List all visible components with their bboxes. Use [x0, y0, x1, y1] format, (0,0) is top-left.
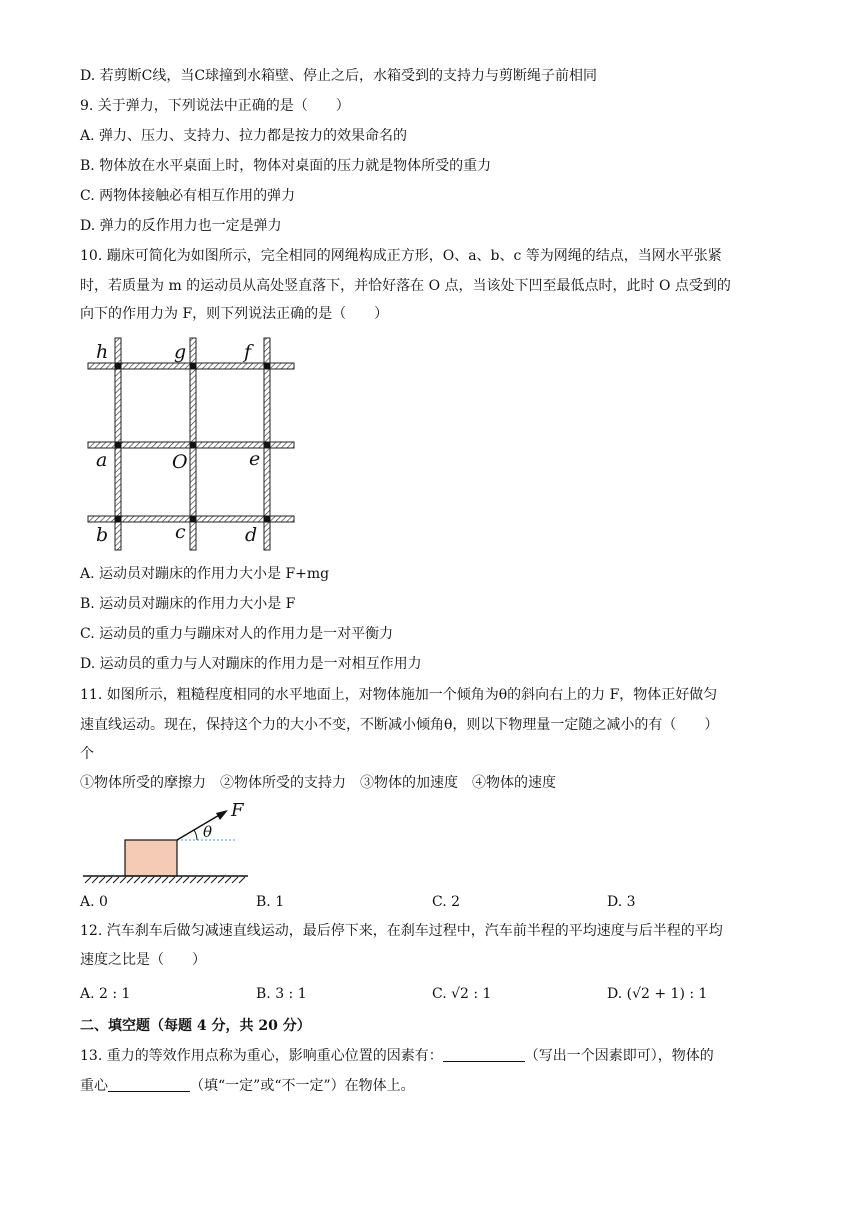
trampoline-net-figure	[80, 332, 310, 558]
q11-option-a: A. 0	[80, 894, 108, 910]
q11-option-b: B. 1	[256, 894, 285, 910]
node-label-h: h	[96, 341, 109, 363]
q11-option-d: D. 3	[607, 894, 636, 910]
q10-option-c: C. 运动员的重力与蹦床对人的作用力是一对平衡力	[80, 626, 394, 642]
q13-line-2	[80, 1076, 780, 1096]
node-label-f: f	[244, 341, 252, 363]
q10-option-b: B. 运动员对蹦床的作用力大小是 F	[80, 596, 296, 612]
net-knot	[115, 363, 122, 370]
q10-option-d: D. 运动员的重力与人对蹦床的作用力是一对相互作用力	[80, 656, 422, 672]
q13-blank-2[interactable]	[108, 1077, 190, 1092]
q11-option-c: C. 2	[432, 894, 461, 910]
q12-option-b: B. 3 : 1	[256, 986, 307, 1002]
q9-stem: 9. 关于弹力，下列说法中正确的是（ ）	[80, 98, 350, 114]
q9-option-c: C. 两物体接触必有相互作用的弹力	[80, 188, 296, 204]
q13-blank-1[interactable]	[443, 1047, 525, 1062]
q11-stem-line-4: ①物体所受的摩擦力 ②物体所受的支持力 ③物体的加速度 ④物体的速度	[80, 775, 556, 791]
force-label-f: F	[231, 800, 244, 821]
q13-text-part-3: 重心	[80, 1078, 108, 1094]
force-arrow	[177, 814, 221, 840]
force-arrowhead	[216, 810, 228, 820]
q13-text-part-4: （填“一定”或“不一定”）在物体上。	[190, 1078, 415, 1094]
net-knot	[190, 516, 197, 523]
net-knot	[115, 516, 122, 523]
q9-option-b: B. 物体放在水平桌面上时，物体对桌面的压力就是物体所受的重力	[80, 158, 492, 174]
q11-stem-line-2: 速直线运动。现在，保持这个力的大小不变，不断减小倾角θ，则以下物理量一定随之减小的有（ ）	[80, 717, 719, 733]
net-knot	[115, 442, 122, 449]
q11-stem-line-3: 个	[80, 746, 94, 762]
q10-stem-line-3: 向下的作用力为 F，则下列说法正确的是（ ）	[80, 306, 389, 322]
q12-stem-line-1: 12. 汽车刹车后做匀减速直线运动，最后停下来，在刹车过程中，汽车前半程的平均速度与后半程的平均	[80, 923, 723, 939]
q9-option-d: D. 弹力的反作用力也一定是弹力	[80, 218, 282, 234]
net-knot	[264, 442, 271, 449]
angle-arc	[194, 830, 197, 840]
q13-line-1	[80, 1046, 780, 1066]
q9-option-a: A. 弹力、压力、支持力、拉力都是按力的效果命名的	[80, 128, 408, 144]
q13-text-part-1: 13. 重力的等效作用点称为重心，影响重心位置的因素有：	[80, 1048, 443, 1064]
q10-stem-line-2: 时，若质量为 m 的运动员从高处竖直落下，并恰好落在 O 点，当该处下凹至最低点时，此时 O 点受到的	[80, 278, 731, 294]
angle-label-theta: θ	[203, 823, 213, 841]
net-knot	[264, 363, 271, 370]
q12-options	[80, 983, 780, 1005]
q11-stem-line-1: 11. 如图所示，粗糙程度相同的水平地面上，对物体施加一个倾角为θ的斜向右上的力 F，物体正好做匀	[80, 687, 718, 703]
q12-option-a: A. 2 : 1	[80, 986, 131, 1002]
ground-hatch	[85, 877, 245, 883]
block	[125, 840, 177, 876]
q12-stem-line-2: 速度之比是（ ）	[80, 952, 206, 968]
q8-option-d: D. 若剪断C线，当C球撞到水箱壁、停止之后，水箱受到的支持力与剪断绳子前相同	[80, 68, 598, 84]
node-label-e: e	[249, 448, 261, 470]
node-label-d: d	[245, 524, 258, 546]
section-2-title: 二、填空题（每题 4 分，共 20 分）	[80, 1018, 311, 1034]
q12-option-c: C. √2 : 1	[432, 986, 492, 1002]
q10-stem-line-1: 10. 蹦床可简化为如图所示，完全相同的网绳构成正方形，O、a、b、c 等为网绳的结点，当网水平张紧	[80, 248, 722, 264]
node-label-a: a	[96, 449, 108, 471]
q13-text-part-2: （写出一个因素即可），物体的	[524, 1048, 714, 1064]
node-label-o: O	[172, 451, 188, 473]
block-force-figure	[80, 800, 260, 890]
net-knot	[264, 516, 271, 523]
net-knot	[190, 363, 197, 370]
net-knot	[190, 442, 197, 449]
node-label-c: c	[175, 521, 186, 543]
q10-option-a: A. 运动员对蹦床的作用力大小是 F+mg	[80, 566, 330, 582]
q11-options	[80, 891, 780, 913]
q12-option-d: D. (√2 + 1) : 1	[607, 986, 708, 1002]
node-label-g: g	[174, 341, 187, 363]
node-label-b: b	[96, 524, 109, 546]
